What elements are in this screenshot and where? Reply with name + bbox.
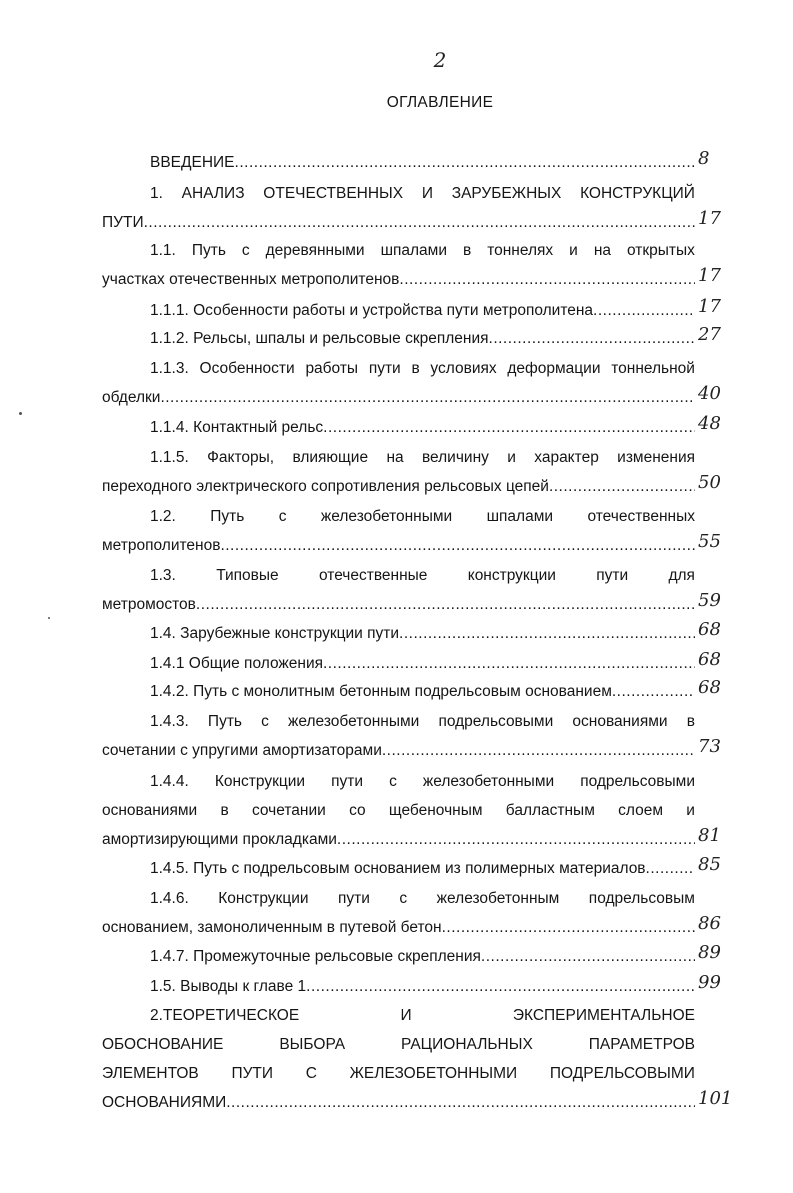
toc-word: пути [596, 567, 629, 584]
toc-page-reference: 73 [698, 736, 721, 757]
toc-word: открытых [626, 242, 695, 259]
toc-entry-line [150, 358, 695, 380]
toc-entry-text: 1.1.4. Контактный рельс [150, 419, 324, 436]
toc-entry-line [150, 771, 695, 793]
toc-page-reference: 89 [698, 942, 721, 963]
toc-word: РАЦИОНАЛЬНЫХ [401, 1036, 533, 1053]
toc-word: со [349, 802, 366, 819]
toc-word: 2.ТЕОРЕТИЧЕСКОЕ [150, 1007, 300, 1024]
toc-page-reference: 81 [698, 825, 721, 846]
toc-entry-line [150, 653, 695, 675]
toc-word: отечественных [587, 508, 695, 525]
toc-entry-line [102, 800, 695, 822]
dot-leader [196, 594, 695, 616]
toc-word: подрельсовым [588, 890, 695, 907]
toc-entry-line [150, 858, 695, 880]
toc-entry-line [150, 565, 695, 587]
toc-word: ОБОСНОВАНИЕ [102, 1036, 224, 1053]
dot-leader [442, 917, 695, 939]
toc-entry-text: 1.4.2. Путь с монолитным бетонным подрельсовым основанием [150, 683, 612, 700]
dot-leader [489, 328, 695, 350]
toc-entry-line [102, 212, 695, 234]
toc-entry-line [102, 740, 695, 762]
toc-word: на [386, 449, 404, 466]
toc-word: Особенности [199, 360, 295, 377]
toc-word: пути [338, 890, 370, 907]
toc-word: отечественные [318, 567, 428, 584]
dot-leader [160, 387, 695, 409]
toc-entry-line [150, 152, 695, 174]
toc-entry-line [102, 387, 695, 409]
toc-word: ЭЛЕМЕНТОВ [102, 1065, 199, 1082]
scan-speck [48, 617, 50, 619]
toc-entry-line [150, 888, 695, 910]
toc-word: работы [305, 360, 359, 377]
toc-word: условиях [430, 360, 497, 377]
dot-leader [399, 269, 695, 291]
dot-leader [646, 858, 695, 880]
toc-page-reference: 27 [698, 324, 721, 345]
toc-word: ЗАРУБЕЖНЫХ [451, 185, 562, 202]
toc-word: деформации [507, 360, 601, 377]
toc-word: железобетонными [320, 508, 453, 525]
page-number: 2 [433, 48, 447, 72]
toc-entry-line [150, 447, 695, 469]
toc-word: АНАЛИЗ [181, 185, 245, 202]
toc-page-reference: 8 [698, 148, 710, 169]
toc-word: подрельсовыми [580, 773, 695, 790]
toc-word: ЭКСПЕРИМЕНТАЛЬНОЕ [512, 1007, 695, 1024]
toc-entry-line [102, 917, 695, 939]
toc-word: 1.1.3. [150, 360, 189, 377]
toc-page-reference: 50 [698, 472, 721, 493]
toc-word: Типовые [216, 567, 279, 584]
dot-leader [220, 535, 695, 557]
toc-word: пути [368, 360, 401, 377]
dot-leader [481, 946, 695, 968]
toc-word: сочетании [251, 802, 326, 819]
toc-word: изменения [617, 449, 695, 466]
toc-entry-text: 1.1.1. Особенности работы и устройства пути метрополитена [150, 302, 594, 319]
toc-entry-text: 1.1.2. Рельсы, шпалы и рельсовые скрепления [150, 330, 489, 347]
dot-leader [235, 152, 695, 174]
dot-leader [549, 476, 695, 498]
toc-word: железобетонным [436, 890, 560, 907]
dot-leader [306, 976, 695, 998]
toc-word: 1.2. [150, 508, 176, 525]
toc-word: основаниями [102, 802, 198, 819]
toc-page-reference: 68 [698, 649, 721, 670]
toc-entry-text: 1.5. Выводы к главе 1 [150, 978, 307, 995]
toc-word: ПАРАМЕТРОВ [588, 1036, 695, 1053]
toc-entry-line [150, 300, 695, 322]
toc-word: конструкции [467, 567, 556, 584]
toc-word: в [686, 713, 695, 730]
toc-entry-text: 1.4.7. Промежуточные рельсовые скрепления [150, 948, 481, 965]
toc-word: основаниями [572, 713, 668, 730]
toc-word: ПОДРЕЛЬСОВЫМИ [549, 1065, 695, 1082]
toc-page-reference: 40 [698, 383, 721, 404]
toc-word: на [593, 242, 611, 259]
toc-page-reference: 17 [698, 208, 721, 229]
toc-word: Путь [207, 713, 242, 730]
toc-word: Путь [191, 242, 226, 259]
toc-word: 1.4.3. [150, 713, 189, 730]
toc-word: Конструкции [218, 890, 309, 907]
toc-entry-line [102, 829, 695, 851]
toc-word: с [261, 713, 269, 730]
toc-entry-text: амортизирующими прокладками [102, 831, 337, 848]
toc-entry-line [102, 476, 695, 498]
dot-leader [593, 300, 695, 322]
dot-leader [323, 653, 695, 675]
toc-entry-text: участках отечественных метрополитенов [102, 271, 400, 288]
toc-word: Факторы, [207, 449, 275, 466]
toc-word: железобетонными [288, 713, 420, 730]
toc-entry-line [102, 535, 695, 557]
toc-entry-text: основанием, замоноличенным в путевой бетон [102, 919, 442, 936]
toc-entry-text: сочетании с упругими амортизаторами [102, 742, 382, 759]
toc-page-reference: 59 [698, 590, 721, 611]
toc-entry-line [150, 946, 695, 968]
toc-word: 1. [150, 185, 163, 202]
toc-word: 1.4.4. [150, 773, 189, 790]
toc-entry-line [102, 594, 695, 616]
dot-leader [612, 681, 695, 703]
toc-word: 1.3. [150, 567, 176, 584]
toc-word: 1.4.6. [150, 890, 189, 907]
toc-page-reference: 99 [698, 972, 721, 993]
scan-speck [19, 412, 22, 415]
toc-word: пути [331, 773, 364, 790]
toc-page-reference: 86 [698, 913, 721, 934]
toc-word: ПУТИ [231, 1065, 274, 1082]
toc-word: щебеночным [388, 802, 483, 819]
toc-word: железобетонными [422, 773, 555, 790]
toc-page-reference: 17 [698, 296, 721, 317]
toc-word: шпалами [486, 508, 554, 525]
toc-word: и [686, 802, 695, 819]
toc-word: И [421, 185, 433, 202]
toc-word: в [462, 242, 472, 259]
toc-entry-text: метрополитенов [102, 537, 221, 554]
dot-leader [337, 829, 695, 851]
toc-heading: ОГЛАВЛЕНИЕ [386, 94, 494, 111]
toc-entry-line [150, 183, 695, 205]
dot-leader [382, 740, 695, 762]
toc-page-reference: 55 [698, 531, 721, 552]
toc-word: и [569, 242, 578, 259]
toc-word: 1.1. [150, 242, 176, 259]
dot-leader [144, 212, 695, 234]
toc-word: И [400, 1007, 412, 1024]
toc-word: подрельсовыми [438, 713, 554, 730]
toc-entry-line [102, 1092, 695, 1114]
toc-word: КОНСТРУКЦИЙ [580, 185, 695, 202]
toc-word: Конструкции [214, 773, 306, 790]
toc-entry-text: 1.4.1 Общие положения [150, 655, 323, 672]
toc-entry-line [102, 269, 695, 291]
toc-word: тоннелях [487, 242, 554, 259]
toc-word: С [305, 1065, 317, 1082]
toc-entry-line [102, 1063, 695, 1085]
toc-word: ОТЕЧЕСТВЕННЫХ [263, 185, 404, 202]
toc-page-reference: 48 [698, 413, 721, 434]
toc-word: и [507, 449, 516, 466]
toc-entry-text: 1.4. Зарубежные конструкции пути [150, 625, 400, 642]
toc-entry-line [150, 506, 695, 528]
toc-word: ЖЕЛЕЗОБЕТОННЫМИ [349, 1065, 518, 1082]
toc-entry-text: ОСНОВАНИЯМИ [102, 1094, 227, 1111]
toc-entry-text: переходного электрического сопротивления рельсовых цепей [102, 478, 549, 495]
toc-word: характер [534, 449, 599, 466]
toc-word: Путь [210, 508, 245, 525]
dot-leader [226, 1092, 695, 1114]
toc-word: шпалами [380, 242, 447, 259]
toc-word: 1.1.5. [150, 449, 189, 466]
dot-leader [399, 623, 695, 645]
toc-word: для [668, 567, 695, 584]
toc-entry-text: ВВЕДЕНИЕ [150, 154, 235, 171]
toc-entry-text: метромостов [102, 596, 196, 613]
toc-entry-line [150, 240, 695, 262]
toc-entry-line [150, 681, 695, 703]
toc-word: в [411, 360, 420, 377]
toc-entry-line [150, 417, 695, 439]
toc-word: с [278, 508, 287, 525]
toc-word: с [389, 773, 397, 790]
toc-word: величину [421, 449, 489, 466]
toc-word: с [241, 242, 250, 259]
toc-word: балластным [505, 802, 595, 819]
toc-page-reference: 101 [698, 1088, 733, 1109]
toc-word: ВЫБОРА [279, 1036, 346, 1053]
toc-word: влияющие [292, 449, 369, 466]
toc-entry-line [150, 711, 695, 733]
toc-entry-line [150, 623, 695, 645]
toc-entry-line [102, 1034, 695, 1056]
toc-entry-line [150, 976, 695, 998]
toc-word: деревянными [265, 242, 365, 259]
toc-page-reference: 17 [698, 265, 721, 286]
toc-page-reference: 68 [698, 619, 721, 640]
toc-word: слоем [618, 802, 664, 819]
toc-page-reference: 68 [698, 677, 721, 698]
toc-entry-text: обделки [102, 389, 161, 406]
toc-word: с [399, 890, 408, 907]
toc-word: тоннельной [611, 360, 695, 377]
toc-entry-text: ПУТИ [102, 214, 144, 231]
toc-page-reference: 85 [698, 854, 721, 875]
toc-entry-line [150, 1005, 695, 1027]
toc-word: в [220, 802, 229, 819]
toc-entry-line [150, 328, 695, 350]
dot-leader [323, 417, 695, 439]
toc-entry-text: 1.4.5. Путь с подрельсовым основанием из полимерных материалов [150, 860, 646, 877]
